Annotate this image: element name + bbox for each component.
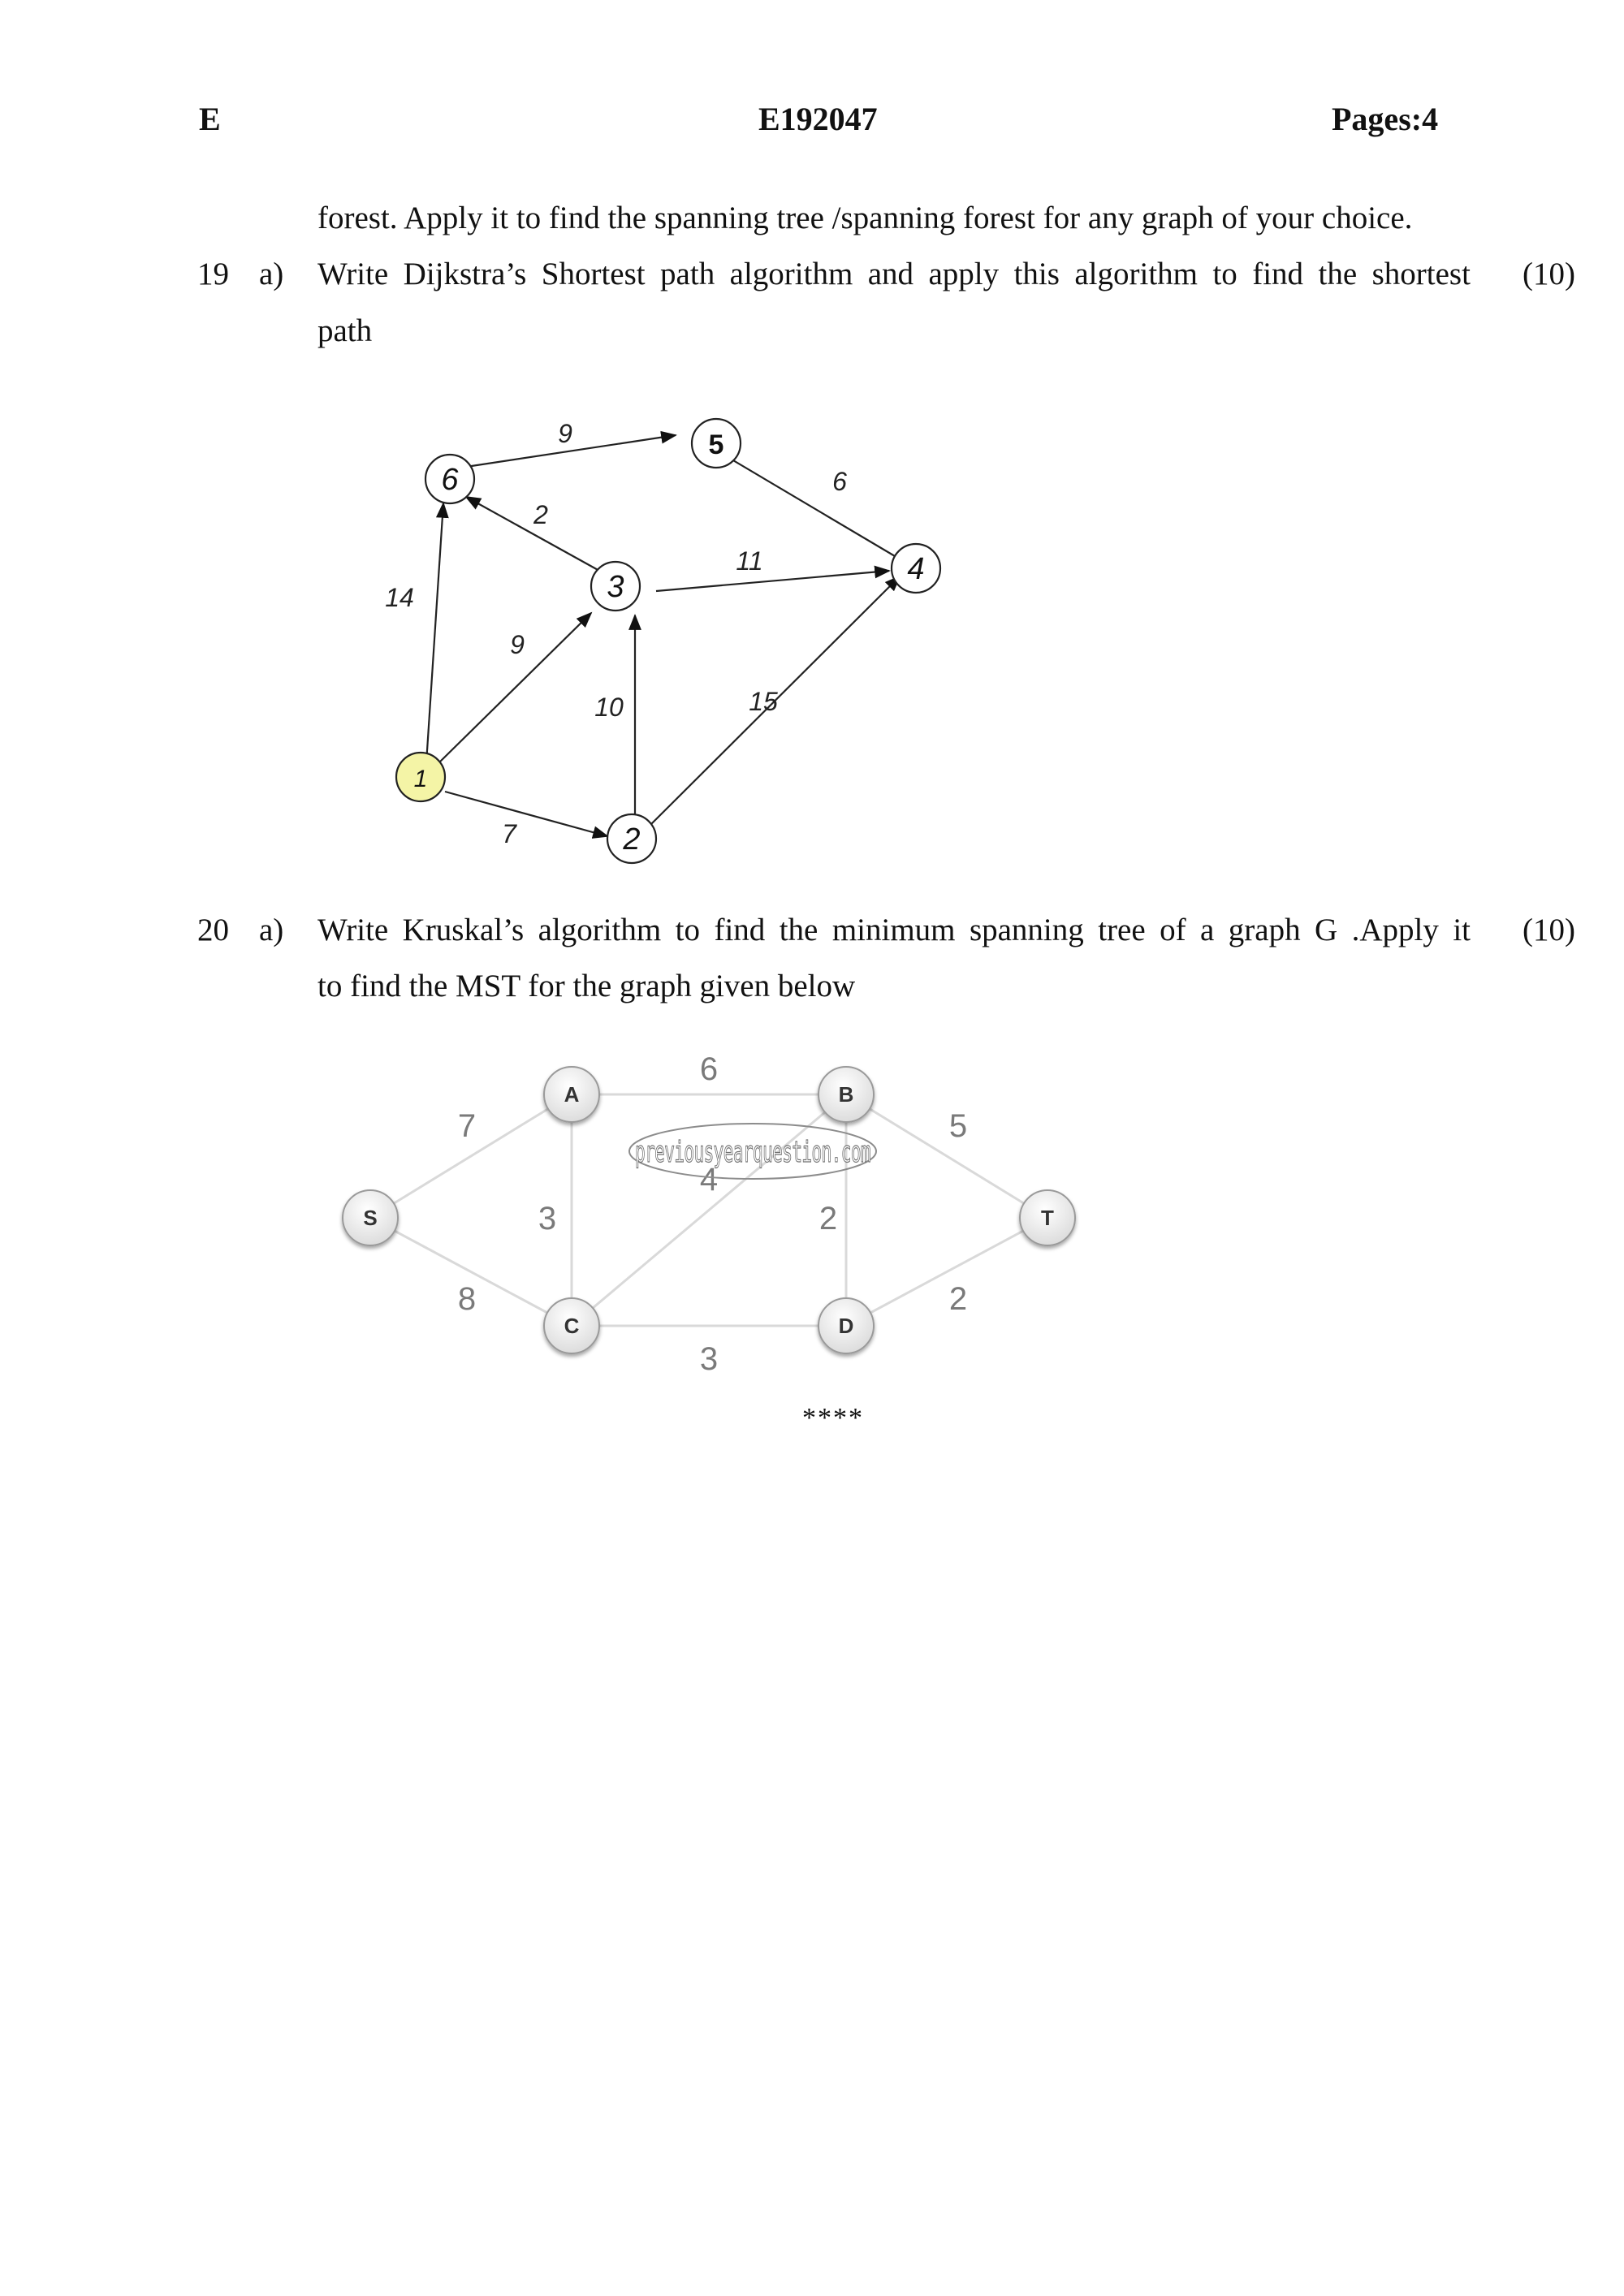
word: path	[660, 257, 715, 291]
dijkstra-graph	[357, 382, 991, 885]
word: Kruskal’s	[402, 913, 525, 947]
word: this	[1013, 257, 1060, 291]
weight-1-6: 14	[385, 583, 414, 612]
word: Shortest	[541, 257, 646, 291]
page-count: Pages:4	[1332, 101, 1439, 137]
weight-C-B: 4	[699, 1162, 719, 1198]
edge-3-4	[656, 571, 889, 591]
node-1-label: 1	[413, 766, 428, 792]
word: to	[1212, 257, 1237, 291]
node-B-label: B	[838, 1082, 854, 1107]
word: find	[1252, 257, 1304, 291]
edge-1-6	[425, 503, 443, 775]
node-5-label: 5	[708, 429, 724, 460]
word: .Apply	[1351, 913, 1439, 947]
weight-2-3: 10	[594, 693, 624, 722]
weight-4-5: 6	[832, 467, 847, 496]
node-T-label: T	[1041, 1206, 1054, 1230]
q19-line1	[317, 258, 1471, 290]
weight-A-B: 6	[699, 1051, 719, 1087]
node-4-label: 4	[907, 552, 925, 586]
word: apply	[928, 257, 1000, 291]
word: it	[1453, 913, 1471, 947]
word: minimum	[831, 913, 956, 947]
weight-B-T: 5	[948, 1108, 968, 1144]
weight-D-T: 2	[948, 1281, 968, 1317]
word: shortest	[1371, 257, 1471, 291]
weight-A-C: 3	[538, 1201, 557, 1236]
q20-marks: (10)	[1522, 913, 1575, 947]
word: graph	[1228, 913, 1301, 947]
weight-1-2: 7	[502, 819, 516, 848]
q20-line2: to find the MST for the graph given below	[317, 969, 856, 1003]
q19-number: 19	[197, 257, 229, 291]
weight-S-A: 7	[457, 1108, 477, 1144]
word: of	[1160, 913, 1186, 947]
word: Write	[317, 257, 389, 291]
kruskal-graph	[309, 1031, 1088, 1396]
word: spanning	[969, 913, 1084, 947]
word: Write	[317, 913, 389, 947]
word: find	[714, 913, 766, 947]
word: algorithm	[729, 257, 853, 291]
word: the	[1318, 257, 1358, 291]
node-D-label: D	[838, 1314, 854, 1338]
weight-S-C: 8	[457, 1281, 477, 1317]
edge-C-B	[572, 1094, 846, 1326]
weight-B-D: 2	[818, 1201, 838, 1236]
node-2-label: 2	[623, 822, 641, 857]
word: algorithm	[538, 913, 662, 947]
node-A-label: A	[564, 1082, 580, 1107]
node-3-label: 3	[607, 570, 624, 604]
exam-code: E192047	[758, 101, 878, 137]
watermark	[629, 1124, 876, 1179]
weight-3-4: 11	[736, 546, 763, 576]
word: the	[779, 913, 818, 947]
weight-3-6: 2	[533, 500, 548, 529]
word: algorithm	[1074, 257, 1198, 291]
edge-4-5	[719, 452, 895, 556]
continuation-text: forest. Apply it to find the spanning tree /spanning forest for any graph of your choice.	[317, 201, 1413, 235]
q19-marks: (10)	[1522, 257, 1575, 291]
q19-line2: path	[317, 313, 373, 348]
q19-part: a)	[259, 257, 284, 291]
end-mark: ****	[802, 1403, 864, 1433]
node-6-label: 6	[441, 463, 459, 497]
weight-C-D: 3	[699, 1341, 719, 1377]
watermark-text: previousyearquestion.com	[635, 1136, 870, 1169]
word: tree	[1098, 913, 1146, 947]
series-label: E	[199, 101, 221, 137]
node-C-label: C	[564, 1314, 580, 1338]
word: Dijkstra’s	[403, 257, 527, 291]
weight-6-5: 9	[558, 419, 572, 448]
edge-D-T	[846, 1218, 1047, 1326]
word: G	[1315, 913, 1338, 947]
word: a	[1200, 913, 1215, 947]
q20-line1	[317, 914, 1471, 946]
word: to	[675, 913, 701, 947]
weight-1-3: 9	[510, 630, 525, 659]
edge-1-2	[445, 792, 607, 836]
weight-2-4: 15	[749, 687, 778, 716]
node-S-label: S	[363, 1206, 378, 1230]
q20-number: 20	[197, 913, 229, 947]
q20-part: a)	[259, 913, 284, 947]
edge-B-T	[846, 1094, 1047, 1218]
word: and	[867, 257, 914, 291]
